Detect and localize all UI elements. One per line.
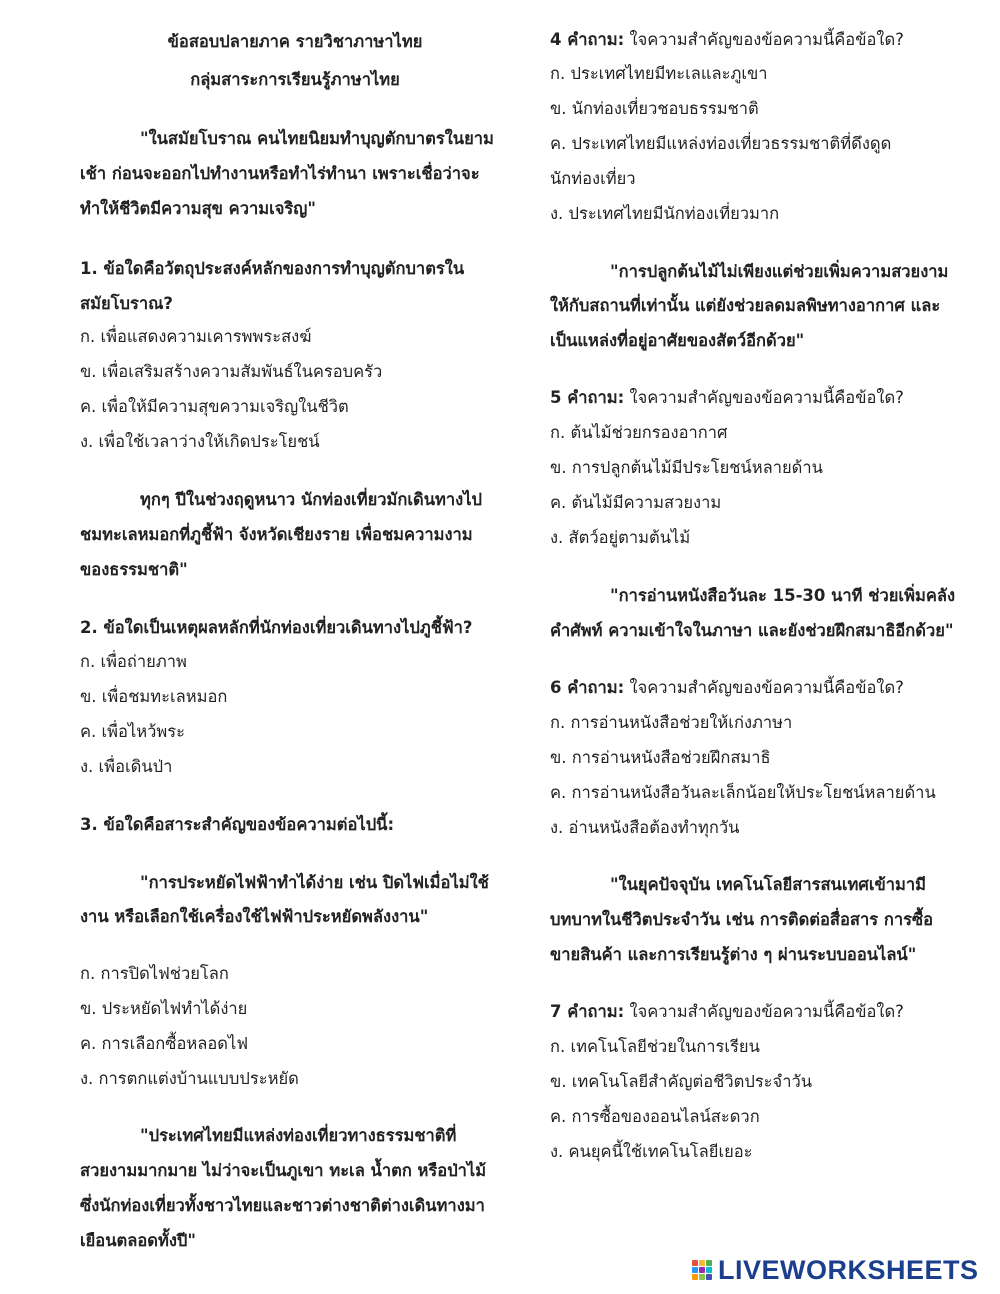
passage-2-line: ทุกๆ ปีในช่วงฤดูหนาว นักท่องเที่ยวมักเดินทางไป (140, 490, 482, 509)
passage-1-line: เช้า ก่อนจะออกไปทำงานหรือทำไร่ทำนา เพราะเชื่อว่าจะ (80, 164, 480, 183)
question-6-option[interactable]: ข. การอ่านหนังสือช่วยฝึกสมาธิ (550, 748, 771, 767)
question-3-option[interactable]: ค. การเลือกซื้อหลอดไฟ (80, 1034, 248, 1053)
question-4-option[interactable]: ง. ประเทศไทยมีนักท่องเที่ยวมาก (550, 204, 780, 223)
logo-cell (699, 1274, 705, 1280)
page-subtitle: กลุ่มสาระการเรียนรู้ภาษาไทย (190, 70, 400, 89)
question-3-option[interactable]: ข. ประหยัดไฟทำได้ง่าย (80, 999, 248, 1018)
question-4-option[interactable]: ข. นักท่องเที่ยวชอบธรรมชาติ (550, 99, 759, 118)
question-2-option[interactable]: ค. เพื่อไหว้พระ (80, 722, 185, 741)
page-title: ข้อสอบปลายภาค รายวิชาภาษาไทย (167, 32, 423, 51)
logo-cell (692, 1267, 698, 1273)
question-3-option[interactable]: ง. การตกแต่งบ้านแบบประหยัด (80, 1069, 299, 1088)
question-2-option[interactable]: ก. เพื่อถ่ายภาพ (80, 652, 187, 671)
passage-6-line: "การอ่านหนังสือวันละ 15-30 นาที ช่วยเพิ่มคลัง (610, 586, 956, 605)
question-1-option[interactable]: ง. เพื่อใช้เวลาว่างให้เกิดประโยชน์ (80, 432, 320, 451)
question-5-option[interactable]: ง. สัตว์อยู่ตามต้นไม้ (550, 528, 691, 547)
liveworksheets-logo-icon (692, 1260, 712, 1280)
question-5-text (550, 387, 904, 409)
passage-6-line: คำศัพท์ ความเข้าใจในภาษา และยังช่วยฝึกสมาธิอีกด้วย" (550, 621, 954, 640)
question-7-option[interactable]: ง. คนยุคนี้ใช้เทคโนโลยีเยอะ (550, 1142, 753, 1161)
question-3-passage-line: งาน หรือเลือกใช้เครื่องใช้ไฟฟ้าประหยัดพลังงาน" (80, 907, 429, 926)
question-7-option[interactable]: ข. เทคโนโลยีสำคัญต่อชีวิตประจำวัน (550, 1072, 813, 1091)
question-4-text (550, 29, 904, 51)
passage-4-line: สวยงามมากมาย ไม่ว่าจะเป็นภูเขา ทะเล น้ำตก หรือป่าไม้ (80, 1161, 487, 1180)
question-5-option[interactable]: ข. การปลูกต้นไม้มีประโยชน์หลายด้าน (550, 458, 823, 477)
passage-4-line: เยือนตลอดทั้งปี" (80, 1231, 196, 1250)
passage-7-line: บทบาทในชีวิตประจำวัน เช่น การติดต่อสื่อสาร การซื้อ (550, 910, 934, 929)
logo-cell (699, 1260, 705, 1266)
logo-cell (706, 1260, 712, 1266)
passage-2-line: ชมทะเลหมอกที่ภูชี้ฟ้า จังหวัดเชียงราย เพื่อชมความงาม (80, 525, 473, 544)
passage-2-line: ของธรรมชาติ" (80, 560, 188, 579)
question-2-option[interactable]: ง. เพื่อเดินป่า (80, 757, 173, 776)
question-6-option[interactable]: ง. อ่านหนังสือต้องทำทุกวัน (550, 818, 740, 837)
logo-cell (692, 1260, 698, 1266)
question-4-option[interactable]: ค. ประเทศไทยมีแหล่งท่องเที่ยวธรรมชาติที่ดึงดูด (550, 134, 892, 153)
question-4-prompt: ใจความสำคัญของข้อความนี้คือข้อใด? (624, 30, 904, 49)
logo-cell (706, 1274, 712, 1280)
question-2-option[interactable]: ข. เพื่อชมทะเลหมอก (80, 687, 228, 706)
question-6-option[interactable]: ค. การอ่านหนังสือวันละเล็กน้อยให้ประโยชน์หลายด้าน (550, 783, 936, 802)
brand-name: LIVEWORKSHEETS (718, 1254, 979, 1285)
question-4-option[interactable]: ก. ประเทศไทยมีทะเลและภูเขา (550, 64, 768, 83)
question-1-text: สมัยโบราณ? (80, 294, 173, 313)
passage-4-line: "ประเทศไทยมีแหล่งท่องเที่ยวทางธรรมชาติที่ (140, 1126, 457, 1145)
logo-cell (699, 1267, 705, 1273)
passage-1-line: "ในสมัยโบราณ คนไทยนิยมทำบุญตักบาตรในยาม (140, 129, 494, 148)
passage-4-line: ซึ่งนักท่องเที่ยวทั้งชาวไทยและชาวต่างชาติต่างเดินทางมา (80, 1196, 485, 1215)
question-7-prompt: ใจความสำคัญของข้อความนี้คือข้อใด? (624, 1002, 904, 1021)
question-5-prompt: ใจความสำคัญของข้อความนี้คือข้อใด? (624, 388, 904, 407)
question-3-option[interactable]: ก. การปิดไฟช่วยโลก (80, 964, 229, 983)
question-6-label: 6 คำถาม: (550, 678, 625, 697)
question-4-label: 4 คำถาม: (550, 30, 625, 49)
question-6-text (550, 677, 904, 699)
passage-5-line: ให้กับสถานที่เท่านั้น แต่ยังช่วยลดมลพิษทางอากาศ และ (550, 296, 941, 315)
question-1-option[interactable]: ค. เพื่อให้มีความสุขความเจริญในชีวิต (80, 397, 349, 416)
question-3-passage-line: "การประหยัดไฟฟ้าทำได้ง่าย เช่น ปิดไฟเมื่อไม่ใช้ (140, 873, 489, 892)
passage-5-line: เป็นแหล่งที่อยู่อาศัยของสัตว์อีกด้วย" (550, 331, 805, 350)
question-7-text (550, 1001, 904, 1023)
question-7-option[interactable]: ค. การซื้อของออนไลน์สะดวก (550, 1107, 760, 1126)
question-1-text: 1. ข้อใดคือวัตถุประสงค์หลักของการทำบุญตักบาตรใน (80, 259, 465, 278)
question-6-option[interactable]: ก. การอ่านหนังสือช่วยให้เก่งภาษา (550, 713, 793, 732)
question-5-option[interactable]: ค. ต้นไม้มีความสวยงาม (550, 493, 722, 512)
passage-5-line: "การปลูกต้นไม้ไม่เพียงแต่ช่วยเพิ่มความสวยงาม (610, 262, 949, 281)
question-4-option-continued[interactable]: นักท่องเที่ยว (550, 169, 636, 188)
question-3-text: 3. ข้อใดคือสาระสำคัญของข้อความต่อไปนี้: (80, 815, 395, 834)
passage-7-line: "ในยุคปัจจุบัน เทคโนโลยีสารสนเทศเข้ามามี (610, 875, 927, 894)
question-5-label: 5 คำถาม: (550, 388, 625, 407)
question-5-option[interactable]: ก. ต้นไม้ช่วยกรองอากาศ (550, 423, 728, 442)
question-2-text: 2. ข้อใดเป็นเหตุผลหลักที่นักท่องเที่ยวเดินทางไปภูชี้ฟ้า? (80, 618, 473, 637)
question-7-option[interactable]: ก. เทคโนโลยีช่วยในการเรียน (550, 1037, 760, 1056)
logo-cell (706, 1267, 712, 1273)
question-1-option[interactable]: ข. เพื่อเสริมสร้างความสัมพันธ์ในครอบครัว (80, 362, 383, 381)
question-7-label: 7 คำถาม: (550, 1002, 625, 1021)
passage-7-line: ขายสินค้า และการเรียนรู้ต่าง ๆ ผ่านระบบออนไลน์" (550, 945, 917, 964)
question-6-prompt: ใจความสำคัญของข้อความนี้คือข้อใด? (624, 678, 904, 697)
logo-cell (692, 1274, 698, 1280)
question-1-option[interactable]: ก. เพื่อแสดงความเคารพพระสงฆ์ (80, 327, 312, 346)
passage-1-line: ทำให้ชีวิตมีความสุข ความเจริญ" (80, 199, 316, 218)
liveworksheets-brand[interactable] (692, 1252, 992, 1288)
